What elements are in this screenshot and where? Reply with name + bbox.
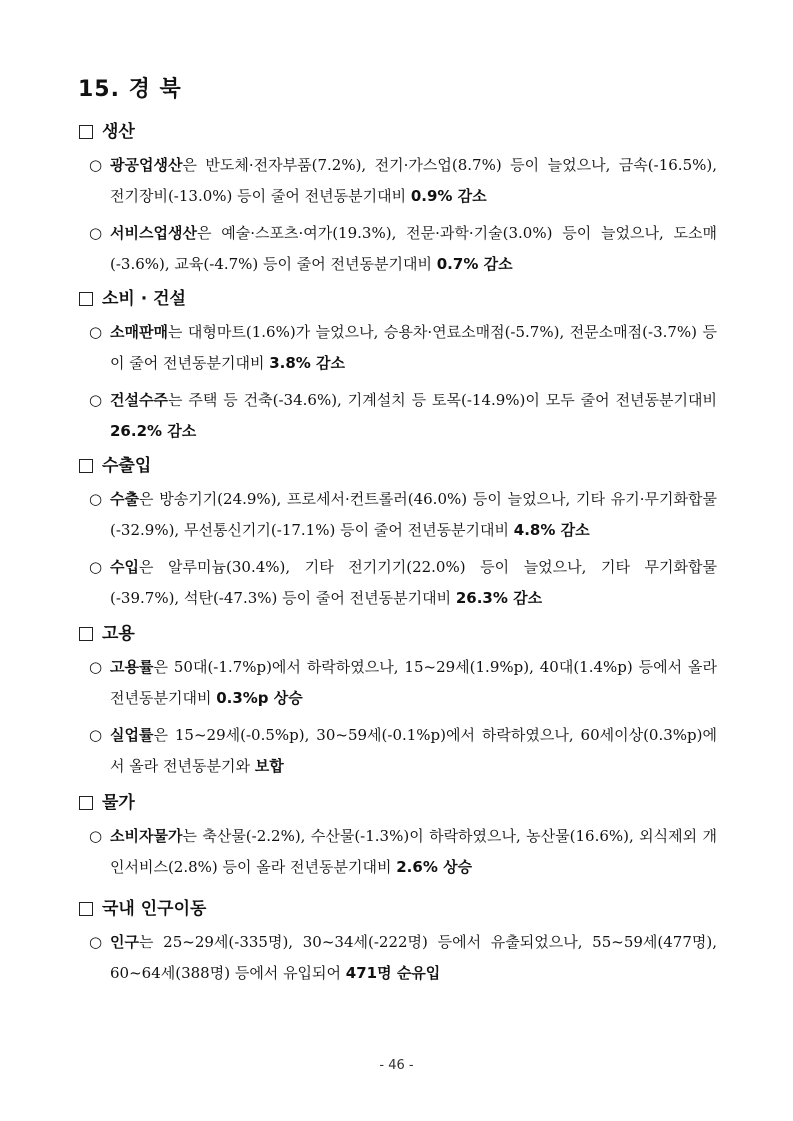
checkbox-square-icon <box>79 627 93 641</box>
section-employment <box>79 622 739 788</box>
bullet-lead: 인구 <box>110 933 139 951</box>
bullet-item <box>79 720 717 782</box>
section-heading <box>79 791 739 815</box>
bullet-result: 0.7% 감소 <box>436 255 513 273</box>
bullet-item <box>79 484 717 546</box>
bullet-item <box>79 218 717 280</box>
section-heading-text: 물가 <box>102 793 135 813</box>
bullet-result: 4.8% 감소 <box>513 521 590 539</box>
bullet-lead: 건설수주 <box>110 391 168 409</box>
circle-bullet-icon: ○ <box>89 726 103 744</box>
section-heading-text: 소비 · 건설 <box>102 289 186 309</box>
checkbox-square-icon <box>79 125 93 139</box>
bullet-text: 는 25~29세(-335명), 30~34세(-222명) 등에서 유출되었으나, 55~59세(477명), 60~64세(388명) 등에서 유입되어 <box>110 933 717 982</box>
section-heading-text: 수출입 <box>102 456 152 476</box>
bullet-result: 26.2% 감소 <box>110 422 197 440</box>
bullet-lead: 수입 <box>110 558 139 576</box>
bullet-result: 0.9% 감소 <box>410 187 487 205</box>
bullet-lead: 실업률 <box>110 726 154 744</box>
bullet-text: 는 주택 등 건축(-34.6%), 기계설치 등 토목(-14.9%)이 모두 줄어 전년동분기대비 <box>167 391 717 409</box>
bullet-lead: 광공업생산 <box>110 156 183 174</box>
bullet-lead: 서비스업생산 <box>110 224 197 242</box>
section-heading-text: 국내 인구이동 <box>102 899 207 919</box>
bullet-text: 은 알루미늄(30.4%), 기타 전기기기(22.0%) 등이 늘었으나, 기타 무기화합물(-39.7%), 석탄(-47.3%) 등이 줄어 전년동분기대비 <box>110 558 717 607</box>
circle-bullet-icon: ○ <box>89 224 103 242</box>
bullet-text: 은 반도체·전자부품(7.2%), 전기·가스업(8.7%) 등이 늘었으나, 금속(-16.5%), 전기장비(-13.0%) 등이 줄어 전년동분기대비 <box>110 156 717 205</box>
bullet-item <box>79 552 717 614</box>
section-heading <box>79 454 739 478</box>
section-prices <box>79 791 739 889</box>
section-heading-text: 고용 <box>102 624 135 644</box>
checkbox-square-icon <box>79 459 93 473</box>
bullet-text: 은 방송기기(24.9%), 프로세서·컨트롤러(46.0%) 등이 늘었으나, 기타 유기·무기화합물(-32.9%), 무선통신기기(-17.1%) 등이 줄어 전년동분기대비 <box>110 490 717 539</box>
section-consumption-construction <box>79 287 739 453</box>
bullet-result: 3.8% 감소 <box>269 354 346 372</box>
bullet-item <box>79 317 717 379</box>
page-title: 15. 경 북 <box>78 77 182 102</box>
page-number: - 46 - <box>379 1058 414 1073</box>
circle-bullet-icon: ○ <box>89 156 103 174</box>
bullet-result: 보합 <box>254 757 284 775</box>
bullet-item <box>79 652 717 714</box>
bullet-result: 471명 순유입 <box>345 964 441 982</box>
section-heading-text: 생산 <box>102 122 135 142</box>
circle-bullet-icon: ○ <box>89 391 103 409</box>
section-trade <box>79 454 739 620</box>
bullet-text: 은 예술·스포츠·여가(19.3%), 전문·과학·기술(3.0%) 등이 늘었으나, 도소매(-3.6%), 교육(-4.7%) 등이 줄어 전년동분기대비 <box>110 224 717 273</box>
section-production <box>79 120 739 286</box>
bullet-result: 0.3%p 상승 <box>216 689 303 707</box>
bullet-item <box>79 927 717 989</box>
section-population-migration <box>79 897 739 995</box>
checkbox-square-icon <box>79 796 93 810</box>
bullet-result: 26.3% 감소 <box>455 589 543 607</box>
section-heading <box>79 120 739 144</box>
bullet-text: 는 축산물(-2.2%), 수산물(-1.3%)이 하락하였으나, 농산물(16.6%), 외식제외 개인서비스(2.8%) 등이 올라 전년동분기대비 <box>110 827 717 876</box>
bullet-lead: 소매판매 <box>110 323 168 341</box>
circle-bullet-icon: ○ <box>89 827 103 845</box>
circle-bullet-icon: ○ <box>89 490 103 508</box>
circle-bullet-icon: ○ <box>89 658 103 676</box>
checkbox-square-icon <box>79 292 93 306</box>
section-heading <box>79 287 739 311</box>
checkbox-square-icon <box>79 902 93 916</box>
bullet-text: 는 대형마트(1.6%)가 늘었으나, 승용차·연료소매점(-5.7%), 전문소매점(-3.7%) 등이 줄어 전년동분기대비 <box>110 323 717 372</box>
bullet-item <box>79 385 717 447</box>
section-heading <box>79 622 739 646</box>
bullet-lead: 수출 <box>110 490 139 508</box>
bullet-item <box>79 150 717 212</box>
bullet-text: 은 50대(-1.7%p)에서 하락하였으나, 15~29세(1.9%p), 40대(1.4%p) 등에서 올라 전년동분기대비 <box>110 658 717 707</box>
bullet-text: 은 15~29세(-0.5%p), 30~59세(-0.1%p)에서 하락하였으나, 60세이상(0.3%p)에서 올라 전년동분기와 <box>110 726 717 775</box>
section-heading <box>79 897 739 921</box>
bullet-lead: 고용률 <box>110 658 154 676</box>
bullet-item <box>79 821 717 883</box>
bullet-lead: 소비자물가 <box>110 827 183 845</box>
circle-bullet-icon: ○ <box>89 558 103 576</box>
circle-bullet-icon: ○ <box>89 933 103 951</box>
bullet-result: 2.6% 상승 <box>396 858 473 876</box>
circle-bullet-icon: ○ <box>89 323 103 341</box>
